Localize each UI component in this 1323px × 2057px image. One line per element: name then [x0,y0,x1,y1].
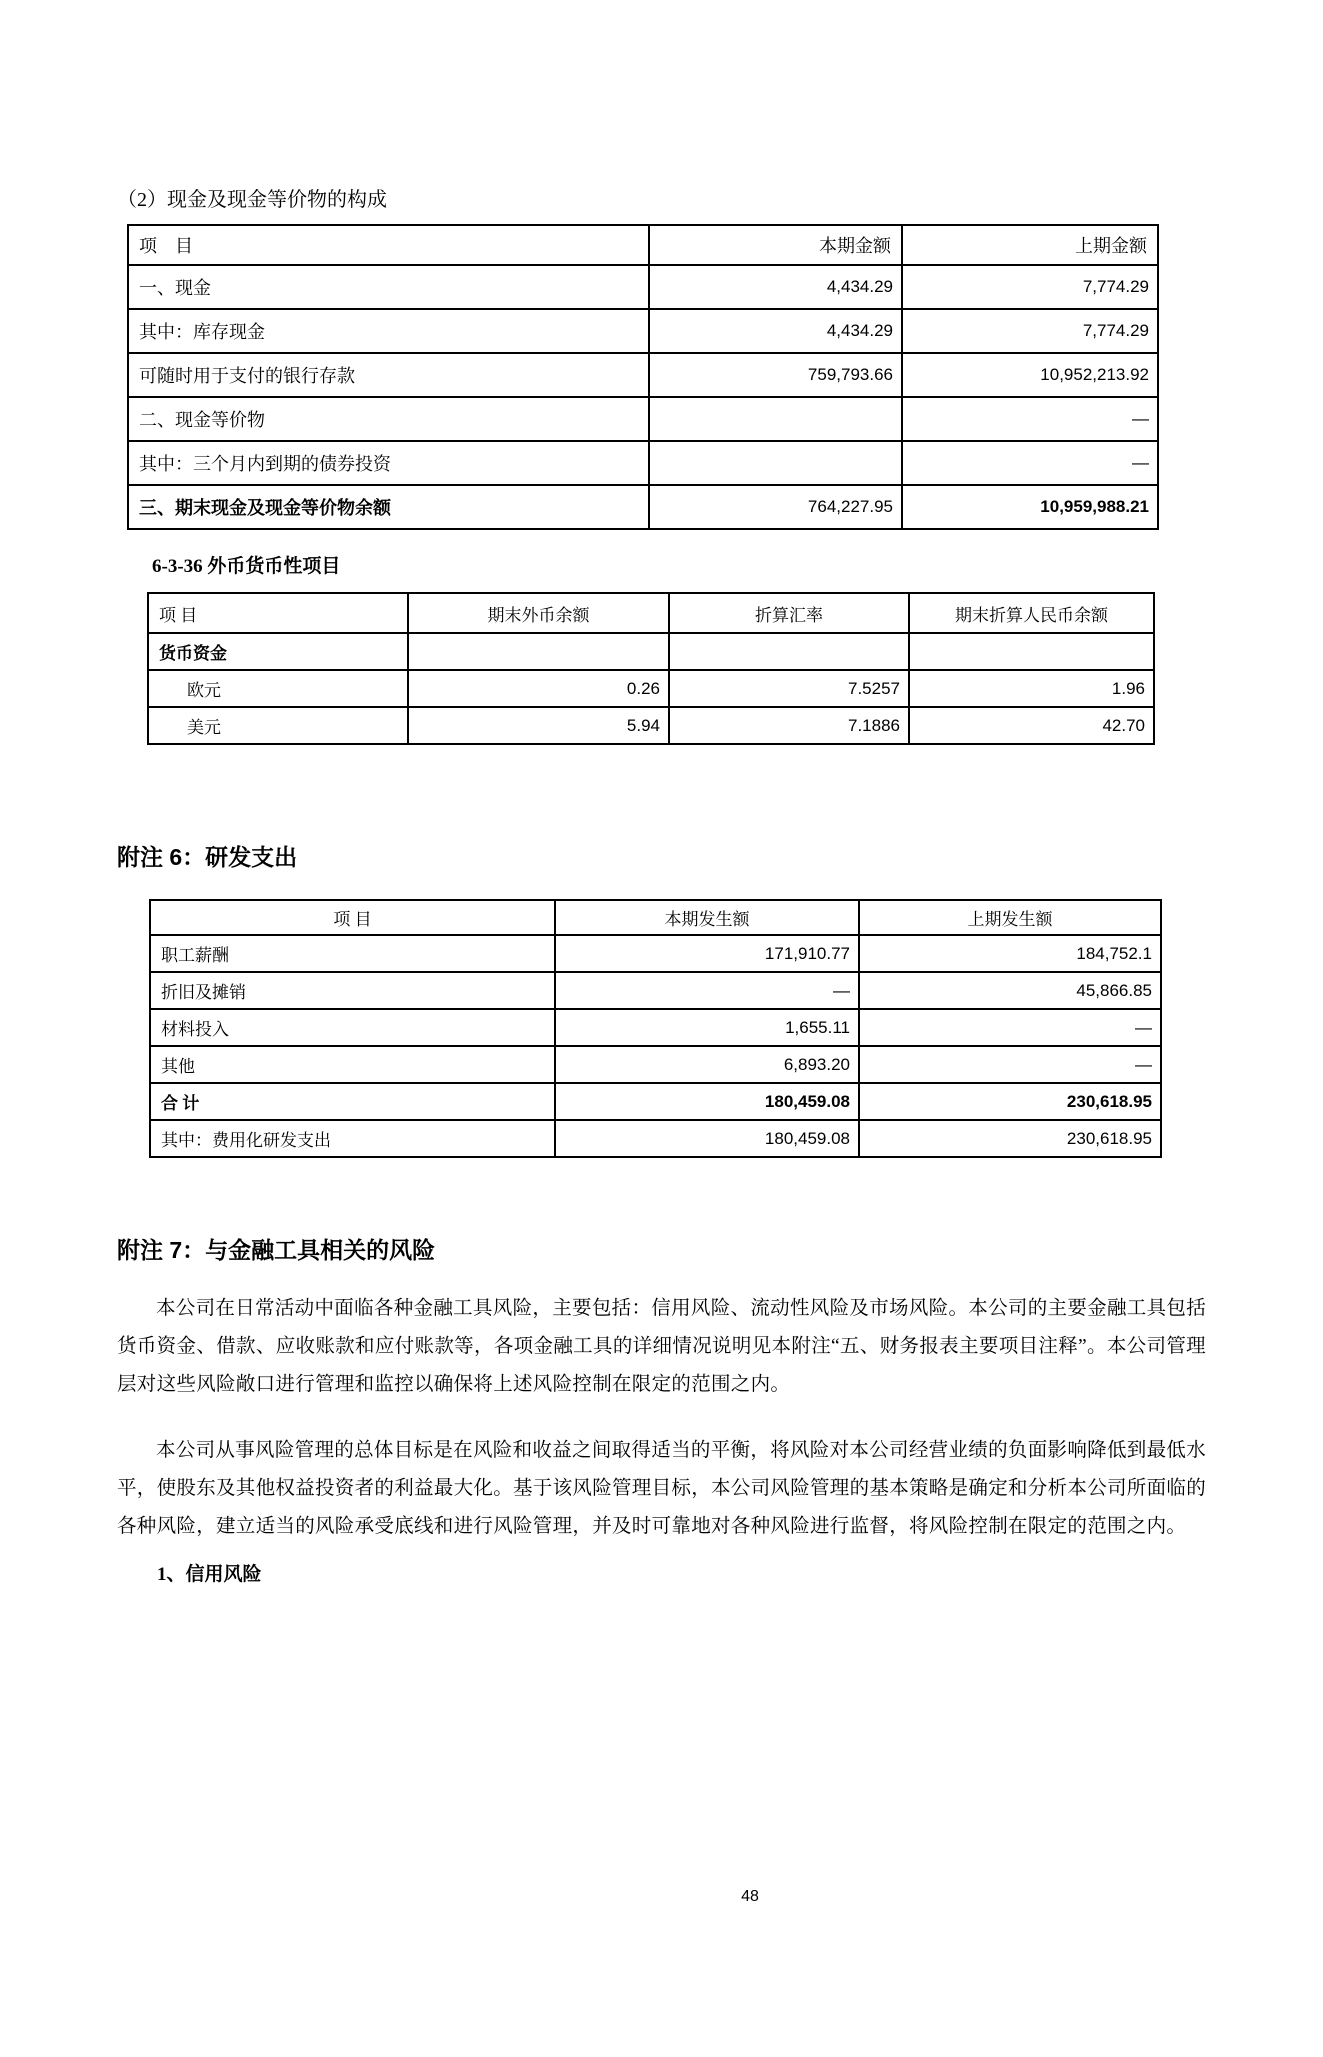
foreign-currency-table [147,592,1155,745]
value-cell: 7.5257 [669,670,909,707]
cash-composition-heading: （2）现金及现金等价物的构成 [117,189,387,211]
note7-heading: 附注 7：与金融工具相关的风险 [117,1237,436,1263]
row-label-cell: 合 计 [150,1083,555,1120]
table-row [150,1083,1161,1120]
value-cell: 180,459.08 [555,1083,859,1120]
table-row [150,1009,1161,1046]
table-row [128,309,1158,353]
value-cell: 171,910.77 [555,935,859,972]
column-header-current-amount: 本期金额 [649,225,902,265]
table-header-row [148,593,1154,633]
cash-equivalents-table [127,224,1159,530]
row-label-cell: 职工薪酬 [150,935,555,972]
table-header-row [150,900,1161,935]
table-row [150,1120,1161,1157]
value-cell: 1,655.11 [555,1009,859,1046]
value-cell: — [859,1046,1161,1083]
row-label-cell: 可随时用于支付的银行存款 [128,353,649,397]
column-header-prior-amount: 上期金额 [902,225,1158,265]
table-row [148,633,1154,670]
value-cell: 0.26 [408,670,669,707]
table-row [150,1046,1161,1083]
foreign-currency-heading: 6-3-36 外币货币性项目 [152,556,341,577]
rd-expenditure-table [149,899,1162,1158]
row-label-cell: 材料投入 [150,1009,555,1046]
table-row [148,670,1154,707]
row-label-cell: 货币资金 [148,633,408,670]
risk-overview-paragraph: 本公司在日常活动中面临各种金融工具风险，主要包括：信用风险、流动性风险及市场风险。本公司的主要金融工具包括货币资金、借款、应收账款和应付账款等，各项金融工具的详细情况说明见本附注“五、财务报表主要项目注释”。本公司管理层对这些风险敞口进行管理和监控以确保将上述风险控制在限定的范围之内。 [117,1298,1206,1395]
table-row [150,935,1161,972]
table-row [128,441,1158,485]
value-cell: 45,866.85 [859,972,1161,1009]
value-cell [669,633,909,670]
value-cell: — [555,972,859,1009]
row-label-cell: 二、现金等价物 [128,397,649,441]
value-cell: 4,434.29 [649,265,902,309]
column-header-item: 项 目 [148,593,408,633]
value-cell: 10,959,988.21 [902,485,1158,529]
value-cell: 4,434.29 [649,309,902,353]
column-header-exchange-rate: 折算汇率 [669,593,909,633]
row-label-cell: 其中：三个月内到期的债券投资 [128,441,649,485]
row-label-cell: 其中：库存现金 [128,309,649,353]
row-label-cell: 一、现金 [128,265,649,309]
column-header-prior-period: 上期发生额 [859,900,1161,935]
row-label-cell: 欧元 [148,670,408,707]
value-cell [909,633,1154,670]
value-cell: 230,618.95 [859,1083,1161,1120]
value-cell: 759,793.66 [649,353,902,397]
table-row [128,265,1158,309]
table-header-row [128,225,1158,265]
value-cell [649,397,902,441]
column-header-current-period: 本期发生额 [555,900,859,935]
value-cell: 230,618.95 [859,1120,1161,1157]
row-label-cell: 三、期末现金及现金等价物余额 [128,485,649,529]
column-header-item: 项 目 [128,225,649,265]
row-label-cell: 其他 [150,1046,555,1083]
table-row [150,972,1161,1009]
value-cell: — [902,441,1158,485]
page-number: 48 [741,1888,759,1905]
value-cell [649,441,902,485]
note6-heading: 附注 6：研发支出 [117,844,298,870]
credit-risk-subheading: 1、信用风险 [157,1564,262,1585]
column-header-item: 项 目 [150,900,555,935]
value-cell: 7,774.29 [902,265,1158,309]
value-cell: 7,774.29 [902,309,1158,353]
value-cell: 764,227.95 [649,485,902,529]
value-cell: 6,893.20 [555,1046,859,1083]
risk-management-paragraph: 本公司从事风险管理的总体目标是在风险和收益之间取得适当的平衡，将风险对本公司经营业绩的负面影响降低到最低水平，使股东及其他权益投资者的利益最大化。基于该风险管理目标，本公司风险管理的基本策略是确定和分析本公司所面临的各种风险，建立适当的风险承受底线和进行风险管理，并及时可靠地对各种风险进行监督，将风险控制在限定的范围之内。 [117,1440,1207,1537]
column-header-rmb-balance: 期末折算人民币余额 [909,593,1154,633]
value-cell: 180,459.08 [555,1120,859,1157]
value-cell: — [902,397,1158,441]
value-cell: 42.70 [909,707,1154,744]
row-label-cell: 折旧及摊销 [150,972,555,1009]
report-page [0,186,1323,1588]
value-cell [408,633,669,670]
value-cell: — [859,1009,1161,1046]
value-cell: 184,752.1 [859,935,1161,972]
value-cell: 10,952,213.92 [902,353,1158,397]
column-header-foreign-balance: 期末外币余额 [408,593,669,633]
value-cell: 7.1886 [669,707,909,744]
table-row [128,353,1158,397]
table-row [148,707,1154,744]
value-cell: 5.94 [408,707,669,744]
row-label-cell: 美元 [148,707,408,744]
row-label-cell: 其中：费用化研发支出 [150,1120,555,1157]
value-cell: 1.96 [909,670,1154,707]
table-row [128,397,1158,441]
table-row [128,485,1158,529]
